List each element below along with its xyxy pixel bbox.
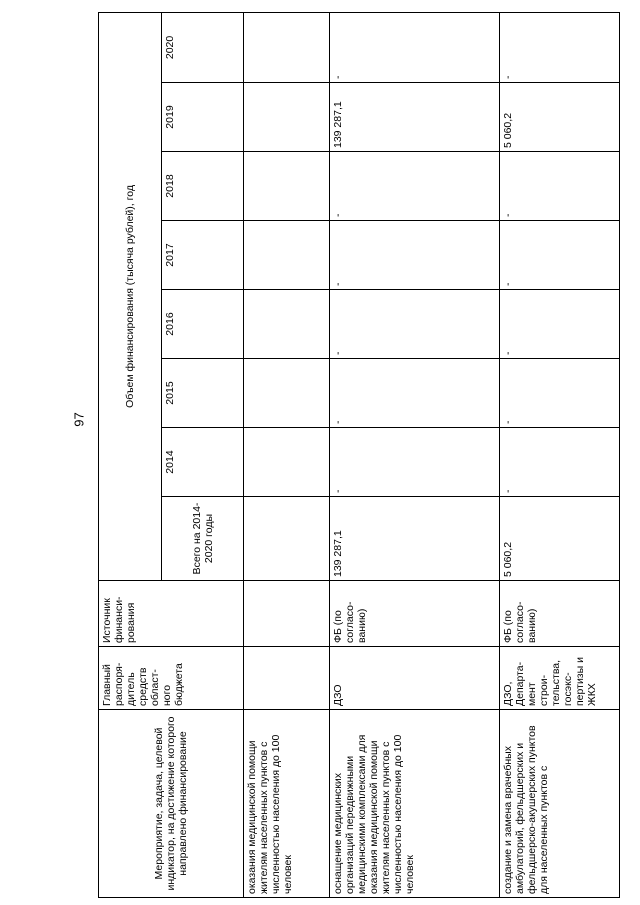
header-year-2020: 2020 — [162, 12, 244, 82]
row-value-2016: - — [500, 290, 620, 359]
row-source — [244, 581, 330, 647]
header-year-2016: 2016 — [162, 290, 244, 359]
row-value-2019: 139 287,1 — [330, 83, 500, 152]
table-row — [244, 12, 330, 897]
row-value-2020: - — [330, 12, 500, 82]
header-year-2014: 2014 — [162, 428, 244, 497]
row-administrator — [244, 647, 330, 710]
row-source: ФБ (по согласо-ванию) — [500, 581, 620, 647]
rotated-table-page — [98, 13, 598, 898]
row-administrator: ДЗО — [330, 647, 500, 710]
row-total — [244, 497, 330, 581]
header-year-2018: 2018 — [162, 152, 244, 221]
row-value-2014 — [244, 428, 330, 497]
header-source: Источник финанси-рования — [99, 581, 244, 647]
row-value-2018: - — [500, 152, 620, 221]
row-total: 139 287,1 — [330, 497, 500, 581]
row-value-2019 — [244, 83, 330, 152]
table-row — [500, 12, 620, 897]
funding-table — [98, 12, 620, 898]
row-administrator: ДЗО, Департа-мент строи-тельства, госэкс-пертизы и ЖКХ — [500, 647, 620, 710]
header-year-2019: 2019 — [162, 83, 244, 152]
row-value-2017 — [244, 221, 330, 290]
header-total: Всего на 2014-2020 годы — [162, 497, 244, 581]
row-value-2017: - — [330, 221, 500, 290]
row-value-2020 — [244, 12, 330, 82]
row-value-2016: - — [330, 290, 500, 359]
row-value-2020: - — [500, 12, 620, 82]
row-value-2014: - — [500, 428, 620, 497]
row-value-2015 — [244, 359, 330, 428]
row-activity: оснащение медицинских организаций передвижными медицинскими комплексами для оказания медицинской помощи жителям населенных пунктов с численностью населения до 100 человек — [330, 710, 500, 898]
header-funding-group: Объем финансирования (тысяча рублей), год — [99, 12, 162, 580]
header-year-2015: 2015 — [162, 359, 244, 428]
row-value-2015: - — [330, 359, 500, 428]
row-activity: оказания медицинской помощи жителям населенных пунктов с численностью населения до 100 человек — [244, 710, 330, 898]
page-number: 97 — [71, 412, 87, 427]
row-value-2018: - — [330, 152, 500, 221]
header-administrator: Главный распоря-дитель средств област-ного бюджета — [99, 647, 244, 710]
row-activity: создание и замена врачебных амбулаторий, фельдшерских и фельдшерско-акушерских пунктов для населенных пунктов с — [500, 710, 620, 898]
row-value-2019: 5 060,2 — [500, 83, 620, 152]
row-value-2015: - — [500, 359, 620, 428]
table-row — [330, 12, 500, 897]
row-value-2014: - — [330, 428, 500, 497]
row-value-2018 — [244, 152, 330, 221]
header-row-1 — [99, 12, 162, 897]
row-total: 5 060,2 — [500, 497, 620, 581]
row-value-2016 — [244, 290, 330, 359]
header-year-2017: 2017 — [162, 221, 244, 290]
row-source: ФБ (по согласо-ванию) — [330, 581, 500, 647]
header-activity: Мероприятие, задача, целевой индикатор, на достижение которого направлено финансирование — [99, 710, 244, 898]
row-value-2017: - — [500, 221, 620, 290]
